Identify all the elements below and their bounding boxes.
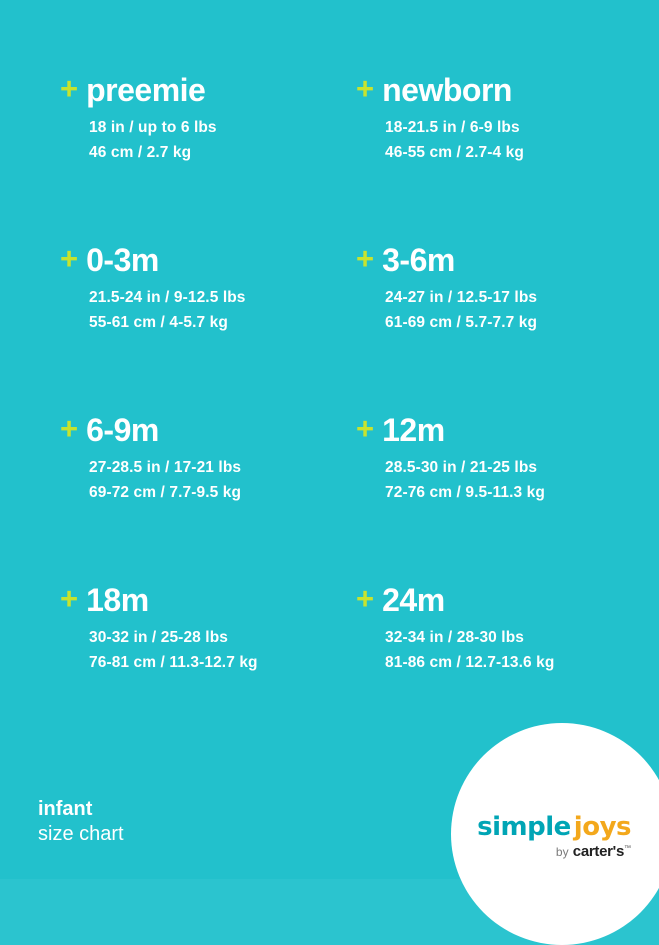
plus-icon: + (356, 241, 375, 276)
size-cell-6-9m (60, 411, 356, 584)
size-heading (356, 71, 656, 108)
brand-logo-joys: joys (573, 812, 631, 842)
size-label: 24m (382, 582, 445, 618)
size-imperial: 21.5-24 in / 9-12.5 lbs (89, 289, 246, 306)
size-metric: 46 cm / 2.7 kg (89, 144, 192, 161)
page-title-line1: infant (38, 798, 93, 820)
plus-icon: + (60, 411, 79, 446)
size-cell-12m (356, 411, 656, 584)
size-label: 18m (86, 582, 149, 618)
size-heading (60, 71, 356, 108)
size-heading (356, 241, 656, 278)
size-metric: 72-76 cm / 9.5-11.3 kg (385, 484, 545, 501)
plus-icon: + (356, 581, 375, 616)
brand-logo-simple: simple (477, 812, 571, 842)
trademark-icon: ™ (624, 845, 631, 852)
size-label: 0-3m (86, 242, 159, 278)
size-metric: 81-86 cm / 12.7-13.6 kg (385, 654, 555, 671)
plus-icon: + (60, 71, 79, 106)
size-heading (356, 581, 656, 618)
plus-icon: + (356, 71, 375, 106)
size-metric: 46-55 cm / 2.7-4 kg (385, 144, 524, 161)
plus-icon: + (356, 411, 375, 446)
size-imperial: 32-34 in / 28-30 lbs (385, 629, 524, 646)
size-imperial: 24-27 in / 12.5-17 lbs (385, 289, 538, 306)
size-heading (60, 241, 356, 278)
size-cell-0-3m (60, 241, 356, 414)
size-heading (60, 411, 356, 448)
brand-logo-byline (451, 844, 631, 859)
brand-logo-by: by (555, 845, 569, 859)
size-chart-grid (0, 71, 659, 754)
size-cell-newborn (356, 71, 656, 244)
size-metric: 76-81 cm / 11.3-12.7 kg (89, 654, 258, 671)
size-label: preemie (86, 72, 206, 108)
size-heading (60, 581, 356, 618)
brand-logo (451, 814, 631, 859)
size-label: 6-9m (86, 412, 159, 448)
size-imperial: 27-28.5 in / 17-21 lbs (89, 459, 242, 476)
size-label: 12m (382, 412, 445, 448)
page-title (38, 797, 124, 847)
size-label: newborn (382, 72, 512, 108)
size-imperial: 18 in / up to 6 lbs (89, 119, 217, 136)
brand-logo-name (451, 814, 631, 840)
size-imperial: 30-32 in / 25-28 lbs (89, 629, 228, 646)
size-cell-24m (356, 581, 656, 754)
size-metric: 61-69 cm / 5.7-7.7 kg (385, 314, 538, 331)
size-imperial: 28.5-30 in / 21-25 lbs (385, 459, 538, 476)
size-label: 3-6m (382, 242, 455, 278)
size-cell-preemie (60, 71, 356, 244)
size-cell-3-6m (356, 241, 656, 414)
size-metric: 55-61 cm / 4-5.7 kg (89, 314, 228, 331)
plus-icon: + (60, 581, 79, 616)
brand-logo-carters: carter's (572, 843, 624, 860)
plus-icon: + (60, 241, 79, 276)
size-metric: 69-72 cm / 7.7-9.5 kg (89, 484, 242, 501)
size-heading (356, 411, 656, 448)
page-title-line2: size chart (38, 823, 124, 845)
size-imperial: 18-21.5 in / 6-9 lbs (385, 119, 520, 136)
size-cell-18m (60, 581, 356, 754)
